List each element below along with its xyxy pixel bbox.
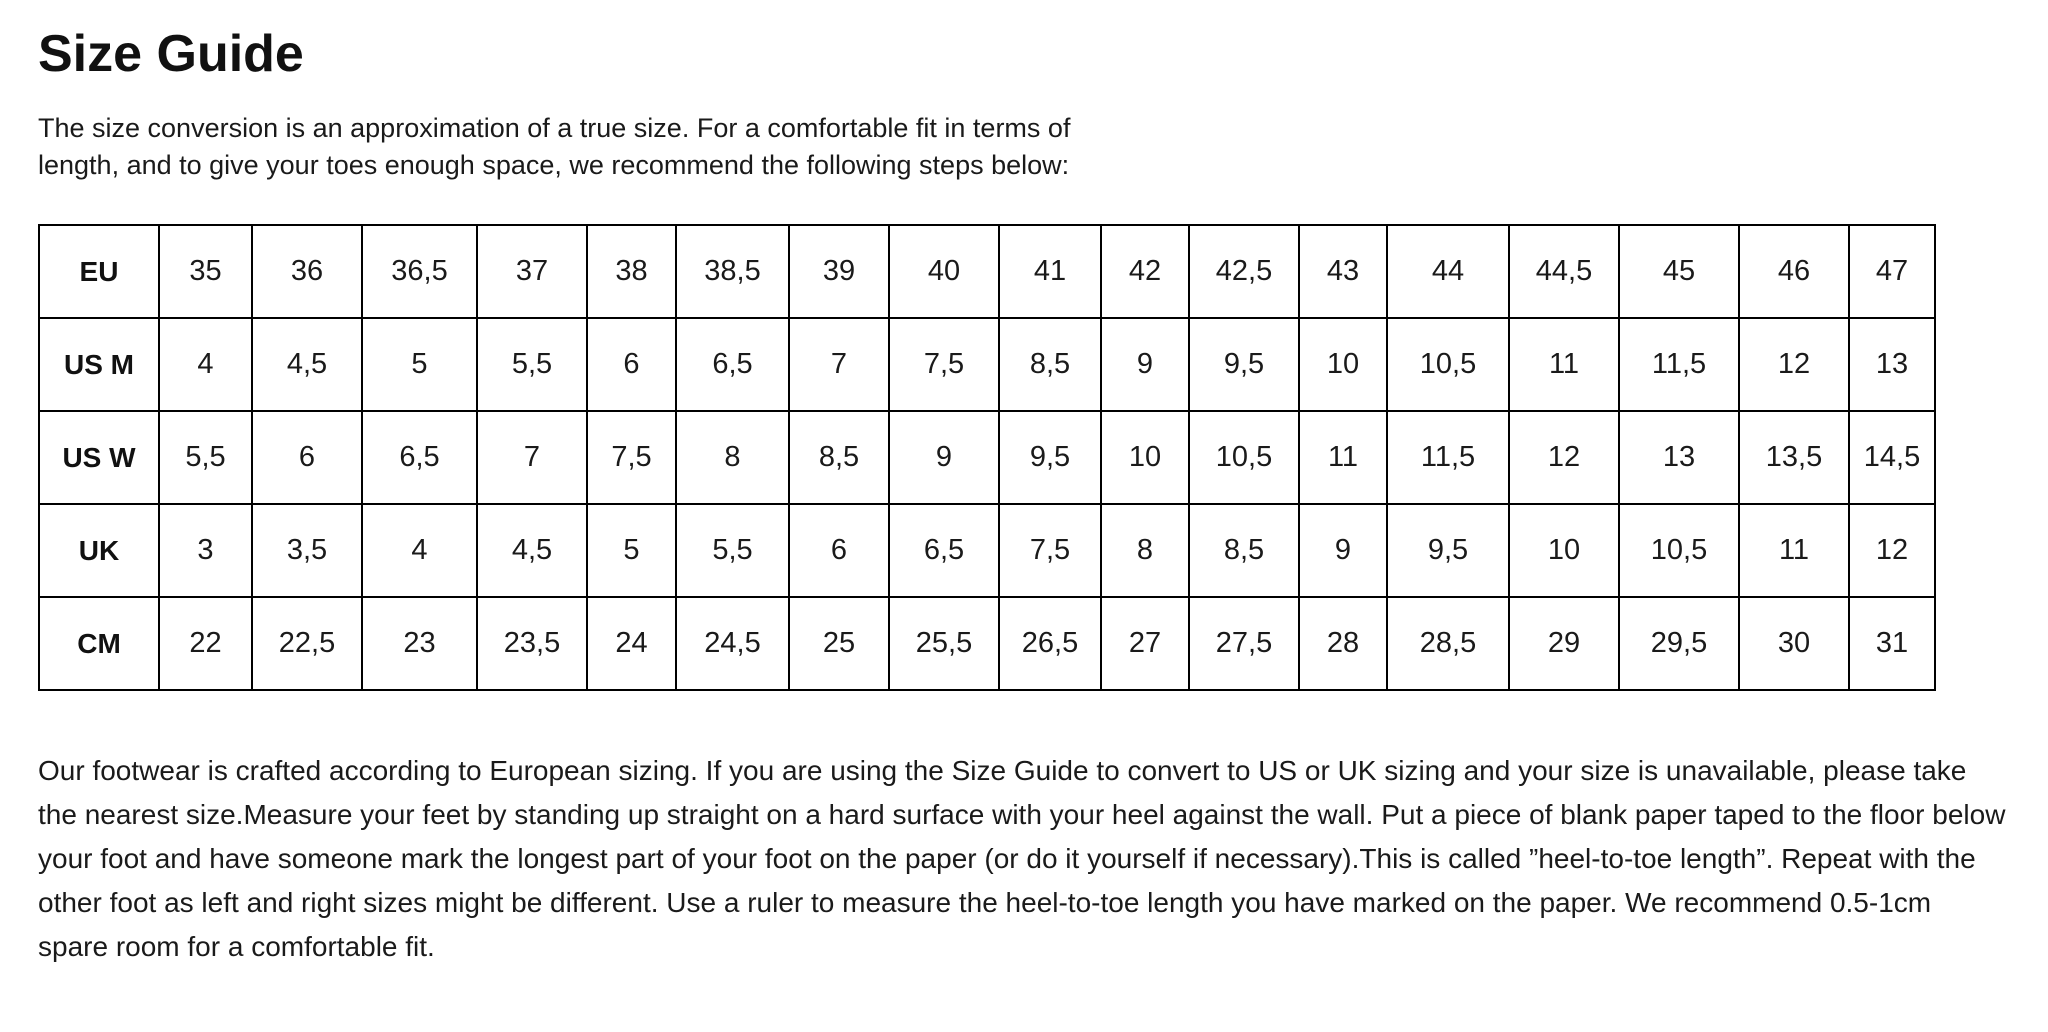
size-conversion-table (38, 224, 1936, 691)
size-cell: 11 (1299, 411, 1387, 504)
intro-text: The size conversion is an approximation of a true size. For a comfortable fit in terms of length, and to give your toes enough space, we recommend the following steps below: (38, 113, 1071, 180)
size-cell: 44 (1387, 225, 1509, 318)
size-cell: 35 (159, 225, 252, 318)
size-cell: 13 (1849, 318, 1935, 411)
size-cell: 39 (789, 225, 889, 318)
size-cell: 13 (1619, 411, 1739, 504)
size-cell: 45 (1619, 225, 1739, 318)
size-cell: 27,5 (1189, 597, 1299, 690)
size-cell: 38,5 (676, 225, 789, 318)
size-cell: 29 (1509, 597, 1619, 690)
size-cell: 5,5 (676, 504, 789, 597)
size-cell: 27 (1101, 597, 1189, 690)
size-cell: 23,5 (477, 597, 587, 690)
row-label: EU (39, 225, 159, 318)
size-cell: 36 (252, 225, 362, 318)
size-cell: 44,5 (1509, 225, 1619, 318)
size-cell: 8,5 (1189, 504, 1299, 597)
size-cell: 4 (362, 504, 477, 597)
size-cell: 12 (1849, 504, 1935, 597)
size-cell: 26,5 (999, 597, 1101, 690)
size-cell: 25 (789, 597, 889, 690)
size-cell: 9,5 (1189, 318, 1299, 411)
size-cell: 4 (159, 318, 252, 411)
measurement-instructions: Our footwear is crafted according to European sizing. If you are using the Size Guide to convert to US or UK sizing and your size is unavailable, please take the nearest size.Measure your feet by standing up straight on a hard surface with your heel against the wall. Put a piece of blank paper taped to the floor below your foot and have someone mark the longest part of your foot on the paper (or do it yourself if necessary).This is called ”heel-to-toe length”. Repeat with the other foot as left and right sizes might be different. Use a ruler to measure the heel-to-toe length you have marked on the paper. We recommend 0.5-1cm spare room for a comfortable fit. (38, 755, 2006, 962)
size-cell: 7 (789, 318, 889, 411)
size-cell: 6 (789, 504, 889, 597)
size-cell: 22 (159, 597, 252, 690)
size-cell: 38 (587, 225, 676, 318)
row-label: UK (39, 504, 159, 597)
size-cell: 29,5 (1619, 597, 1739, 690)
size-cell: 10,5 (1387, 318, 1509, 411)
size-cell: 12 (1739, 318, 1849, 411)
size-cell: 28 (1299, 597, 1387, 690)
size-cell: 4,5 (252, 318, 362, 411)
size-cell: 6,5 (889, 504, 999, 597)
size-cell: 10 (1299, 318, 1387, 411)
size-cell: 11,5 (1387, 411, 1509, 504)
size-cell: 10,5 (1619, 504, 1739, 597)
size-cell: 25,5 (889, 597, 999, 690)
size-cell: 8 (676, 411, 789, 504)
size-cell: 40 (889, 225, 999, 318)
size-cell: 13,5 (1739, 411, 1849, 504)
size-cell: 14,5 (1849, 411, 1935, 504)
size-cell: 12 (1509, 411, 1619, 504)
size-cell: 7 (477, 411, 587, 504)
size-cell: 22,5 (252, 597, 362, 690)
size-cell: 5,5 (159, 411, 252, 504)
size-cell: 7,5 (889, 318, 999, 411)
size-cell: 10,5 (1189, 411, 1299, 504)
size-cell: 10 (1101, 411, 1189, 504)
size-row-us-w (39, 411, 1935, 504)
size-cell: 47 (1849, 225, 1935, 318)
size-cell: 11 (1739, 504, 1849, 597)
size-cell: 42,5 (1189, 225, 1299, 318)
size-row-us-m (39, 318, 1935, 411)
size-cell: 8,5 (789, 411, 889, 504)
size-cell: 30 (1739, 597, 1849, 690)
size-cell: 46 (1739, 225, 1849, 318)
size-cell: 24 (587, 597, 676, 690)
size-cell: 8,5 (999, 318, 1101, 411)
size-cell: 5,5 (477, 318, 587, 411)
size-cell: 6 (587, 318, 676, 411)
size-cell: 5 (587, 504, 676, 597)
size-cell: 24,5 (676, 597, 789, 690)
size-cell: 9 (1299, 504, 1387, 597)
size-cell: 9,5 (999, 411, 1101, 504)
size-cell: 4,5 (477, 504, 587, 597)
size-row-eu (39, 225, 1935, 318)
size-cell: 9 (889, 411, 999, 504)
size-row-cm (39, 597, 1935, 690)
size-cell: 6 (252, 411, 362, 504)
size-cell: 23 (362, 597, 477, 690)
size-cell: 6,5 (362, 411, 477, 504)
size-cell: 6,5 (676, 318, 789, 411)
row-label: US W (39, 411, 159, 504)
size-cell: 5 (362, 318, 477, 411)
size-cell: 42 (1101, 225, 1189, 318)
size-cell: 11,5 (1619, 318, 1739, 411)
size-cell: 7,5 (999, 504, 1101, 597)
size-cell: 41 (999, 225, 1101, 318)
size-cell: 11 (1509, 318, 1619, 411)
size-cell: 31 (1849, 597, 1935, 690)
size-cell: 37 (477, 225, 587, 318)
size-cell: 3 (159, 504, 252, 597)
row-label: CM (39, 597, 159, 690)
size-cell: 7,5 (587, 411, 676, 504)
size-row-uk (39, 504, 1935, 597)
size-cell: 3,5 (252, 504, 362, 597)
page-title: Size Guide (38, 25, 304, 83)
size-cell: 8 (1101, 504, 1189, 597)
size-cell: 43 (1299, 225, 1387, 318)
size-cell: 28,5 (1387, 597, 1509, 690)
row-label: US M (39, 318, 159, 411)
size-cell: 9 (1101, 318, 1189, 411)
size-cell: 9,5 (1387, 504, 1509, 597)
size-cell: 10 (1509, 504, 1619, 597)
size-cell: 36,5 (362, 225, 477, 318)
